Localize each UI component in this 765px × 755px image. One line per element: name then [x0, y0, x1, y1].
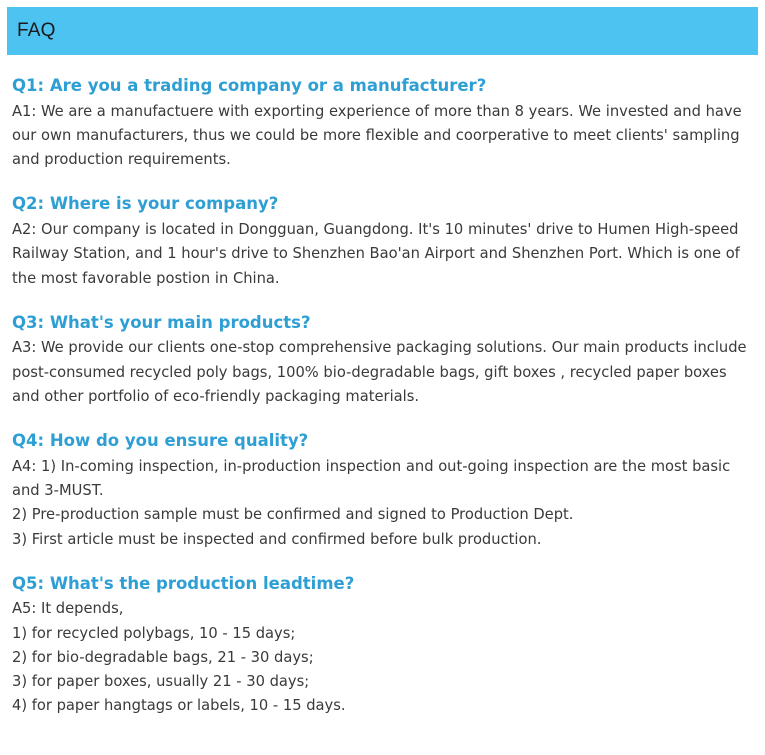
- page-title: FAQ: [17, 20, 56, 41]
- faq-answer: [12, 455, 751, 552]
- faq-answer-line: 4) for paper hangtags or labels, 10 - 15 days.: [12, 697, 346, 715]
- faq-header-bar: [7, 7, 758, 55]
- faq-answer-line: 3) for paper boxes, usually 21 - 30 days;: [12, 673, 310, 691]
- faq-question: Q2: Where is your company?: [12, 194, 279, 214]
- faq-answer-line: 1) for recycled polybags, 10 - 15 days;: [12, 624, 296, 642]
- faq-answer-line: 3) First article must be inspected and confirmed before bulk production.: [12, 530, 542, 548]
- faq-item: [12, 313, 751, 409]
- faq-question: Q3: What's your main products?: [12, 312, 311, 332]
- faq-page: [0, 7, 765, 755]
- faq-answer-line: 2) for bio-degradable bags, 21 - 30 days;: [12, 648, 314, 666]
- faq-answer: [12, 218, 751, 291]
- faq-answer: [12, 597, 751, 718]
- faq-answer-line: A1: We are a manufactuere with exporting experience of more than 8 years. We invested and have our own manufacturers, thus we could be more flexible and coorperative to meet clients' sampling and production requirements.: [12, 102, 742, 169]
- faq-answer-line: A3: We provide our clients one-stop comprehensive packaging solutions. Our main products include post-consumed recycled poly bags, 100% bio-degradable bags, gift boxes , recycled paper boxes and other portfolio of eco-friendly packaging materials.: [12, 339, 747, 405]
- faq-question: Q4: How do you ensure quality?: [12, 431, 309, 451]
- faq-item: [12, 431, 751, 552]
- faq-answer-line: A5: It depends,: [12, 600, 124, 618]
- faq-answer: [12, 100, 751, 173]
- faq-question: Q1: Are you a trading company or a manufacturer?: [12, 76, 487, 95]
- faq-item: [12, 574, 751, 719]
- faq-question: Q5: What's the production leadtime?: [12, 573, 355, 593]
- faq-answer-line: A4: 1) In-coming inspection, in-production inspection and out-going inspection are the most basic and 3-MUST.: [12, 457, 731, 499]
- faq-answer-line: A2: Our company is located in Dongguan, Guangdong. It's 10 minutes' drive to Humen High-speed Railway Station, and 1 hour's drive to Shenzhen Bao'an Airport and Shenzhen Port. Which is one of the most favorable postion in China.: [12, 221, 740, 287]
- faq-content: [0, 76, 765, 719]
- faq-answer: [12, 336, 751, 409]
- faq-item: [12, 76, 751, 172]
- faq-answer-line: 2) Pre-production sample must be confirmed and signed to Production Dept.: [12, 506, 574, 524]
- faq-item: [12, 194, 751, 290]
